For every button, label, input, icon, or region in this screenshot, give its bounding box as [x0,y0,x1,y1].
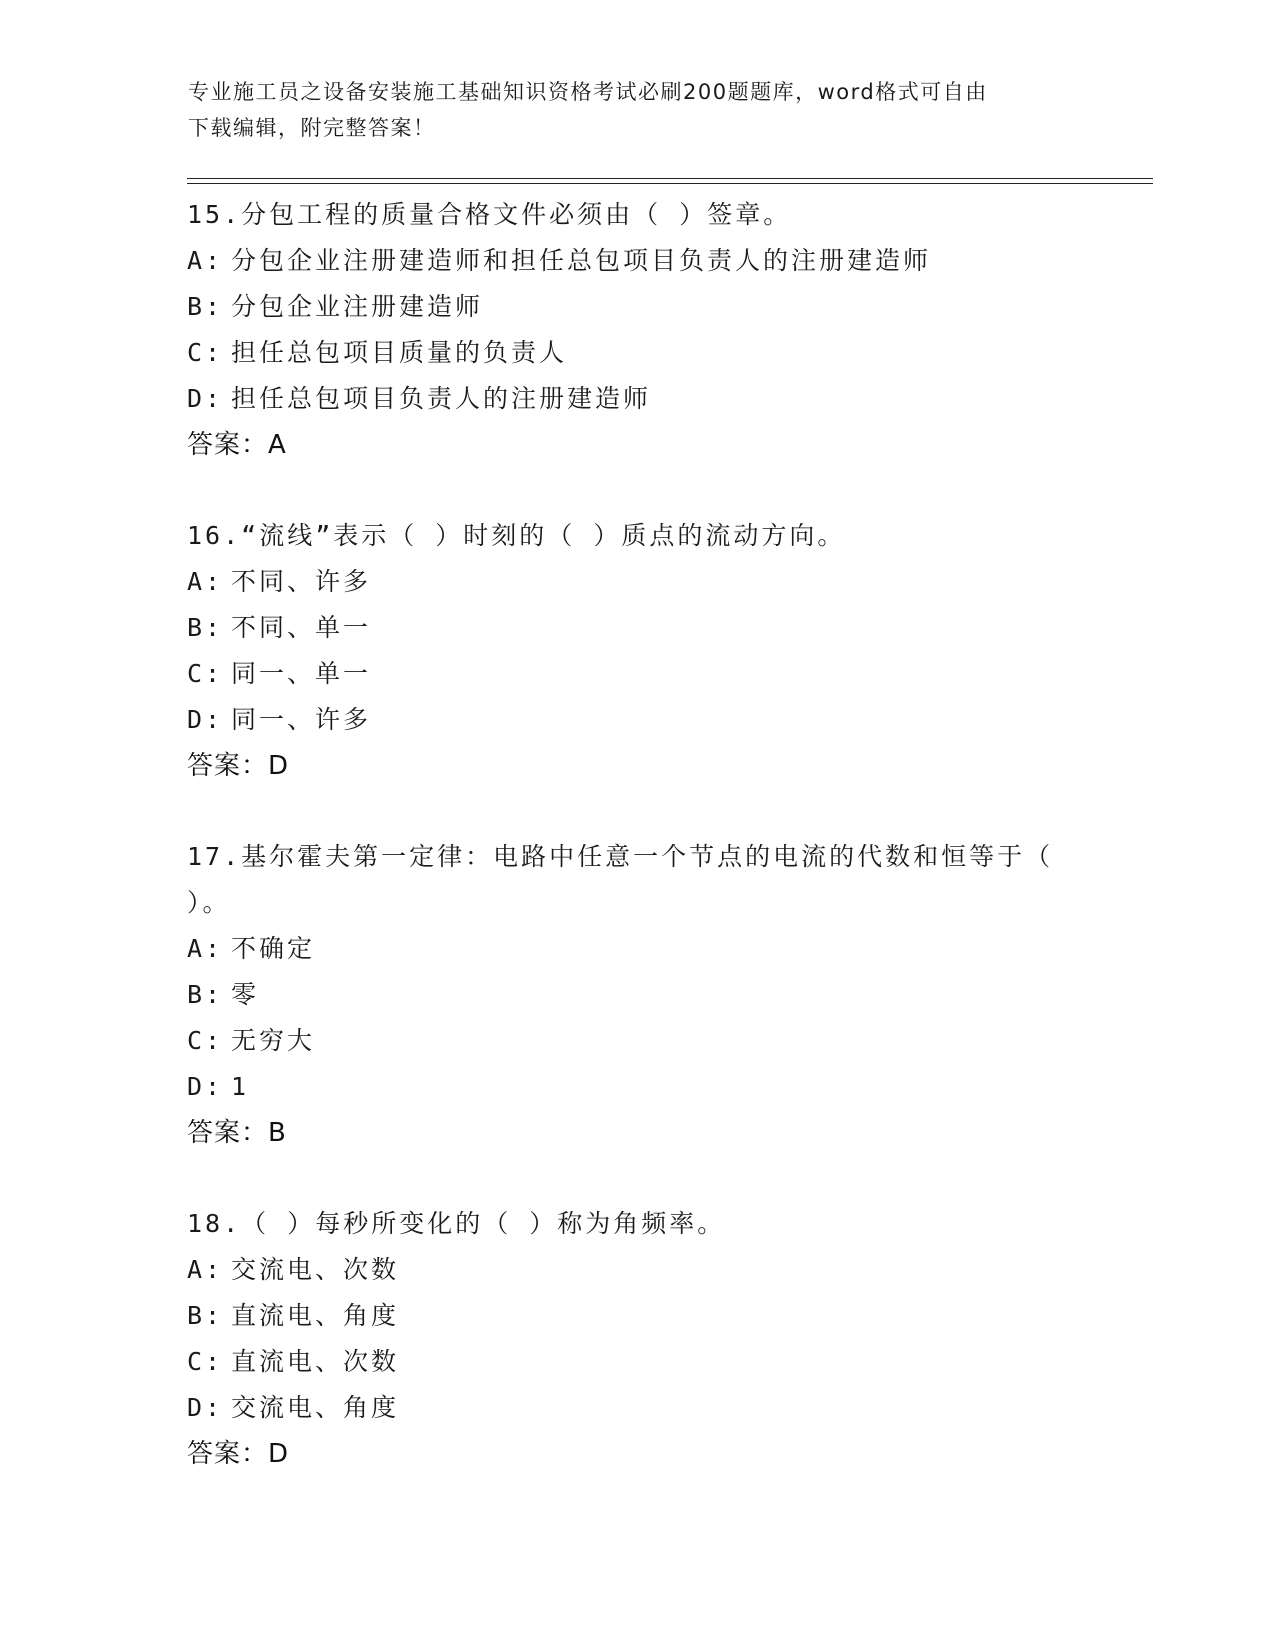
option-b [187,605,1087,651]
header-line-2: 下载编辑，附完整答案！ [188,116,436,140]
option-letter: A: [187,1255,224,1284]
header-line-1: 专业施工员之设备安装施工基础知识资格考试必刷200题题库，word格式可自由 [188,80,988,104]
question-stem: 16.“流线”表示（ ）时刻的（ ）质点的流动方向。 [187,521,846,550]
question-17 [187,834,1087,1156]
option-b [187,1293,1087,1339]
option-text: 担任总包项目质量的负责人 [231,338,568,367]
option-d [187,1064,1087,1110]
option-letter: D: [187,705,224,734]
question-18 [187,1201,1087,1477]
answer-line: 答案：D [187,751,290,781]
option-text: 不确定 [231,934,316,963]
option-letter: B: [187,613,224,642]
option-d [187,1385,1087,1431]
option-d [187,697,1087,743]
answer-line: 答案：D [187,1439,290,1469]
option-letter: C: [187,1026,224,1055]
option-letter: C: [187,659,224,688]
option-text: 交流电、次数 [231,1255,400,1284]
option-c [187,1018,1087,1064]
option-text: 零 [231,980,260,1009]
document-header [188,74,1088,146]
option-text: 同一、许多 [231,705,372,734]
option-letter: A: [187,246,224,275]
option-letter: B: [187,980,224,1009]
question-list [187,192,1087,1522]
option-a [187,238,1087,284]
option-text: 1 [231,1072,250,1101]
option-b [187,972,1087,1018]
option-text: 直流电、次数 [231,1347,400,1376]
option-c [187,330,1087,376]
option-text: 担任总包项目负责人的注册建造师 [231,384,652,413]
option-d [187,376,1087,422]
answer-line: 答案：B [187,1118,287,1148]
question-stem: 17.基尔霍夫第一定律：电路中任意一个节点的电流的代数和恒等于（ ）。 [187,842,1054,917]
option-c [187,651,1087,697]
option-text: 同一、单一 [231,659,372,688]
question-16 [187,513,1087,789]
option-text: 不同、许多 [231,567,372,596]
option-letter: D: [187,1393,224,1422]
option-text: 直流电、角度 [231,1301,400,1330]
header-divider-bottom [187,183,1153,184]
option-letter: D: [187,1072,224,1101]
question-stem: 18.（ ）每秒所变化的（ ）称为角频率。 [187,1209,726,1238]
option-c [187,1339,1087,1385]
option-text: 不同、单一 [231,613,372,642]
question-15 [187,192,1087,468]
option-text: 交流电、角度 [231,1393,400,1422]
option-text: 分包企业注册建造师 [231,292,484,321]
header-divider-top [187,178,1153,179]
option-a [187,1247,1087,1293]
option-letter: C: [187,1347,224,1376]
question-stem: 15.分包工程的质量合格文件必须由（ ）签章。 [187,200,792,229]
option-letter: C: [187,338,224,367]
option-text: 分包企业注册建造师和担任总包项目负责人的注册建造师 [231,246,932,275]
option-a [187,559,1087,605]
option-b [187,284,1087,330]
option-letter: B: [187,1301,224,1330]
option-text: 无穷大 [231,1026,316,1055]
option-letter: D: [187,384,224,413]
answer-line: 答案：A [187,430,287,460]
option-letter: A: [187,934,224,963]
option-letter: B: [187,292,224,321]
option-letter: A: [187,567,224,596]
option-a [187,926,1087,972]
